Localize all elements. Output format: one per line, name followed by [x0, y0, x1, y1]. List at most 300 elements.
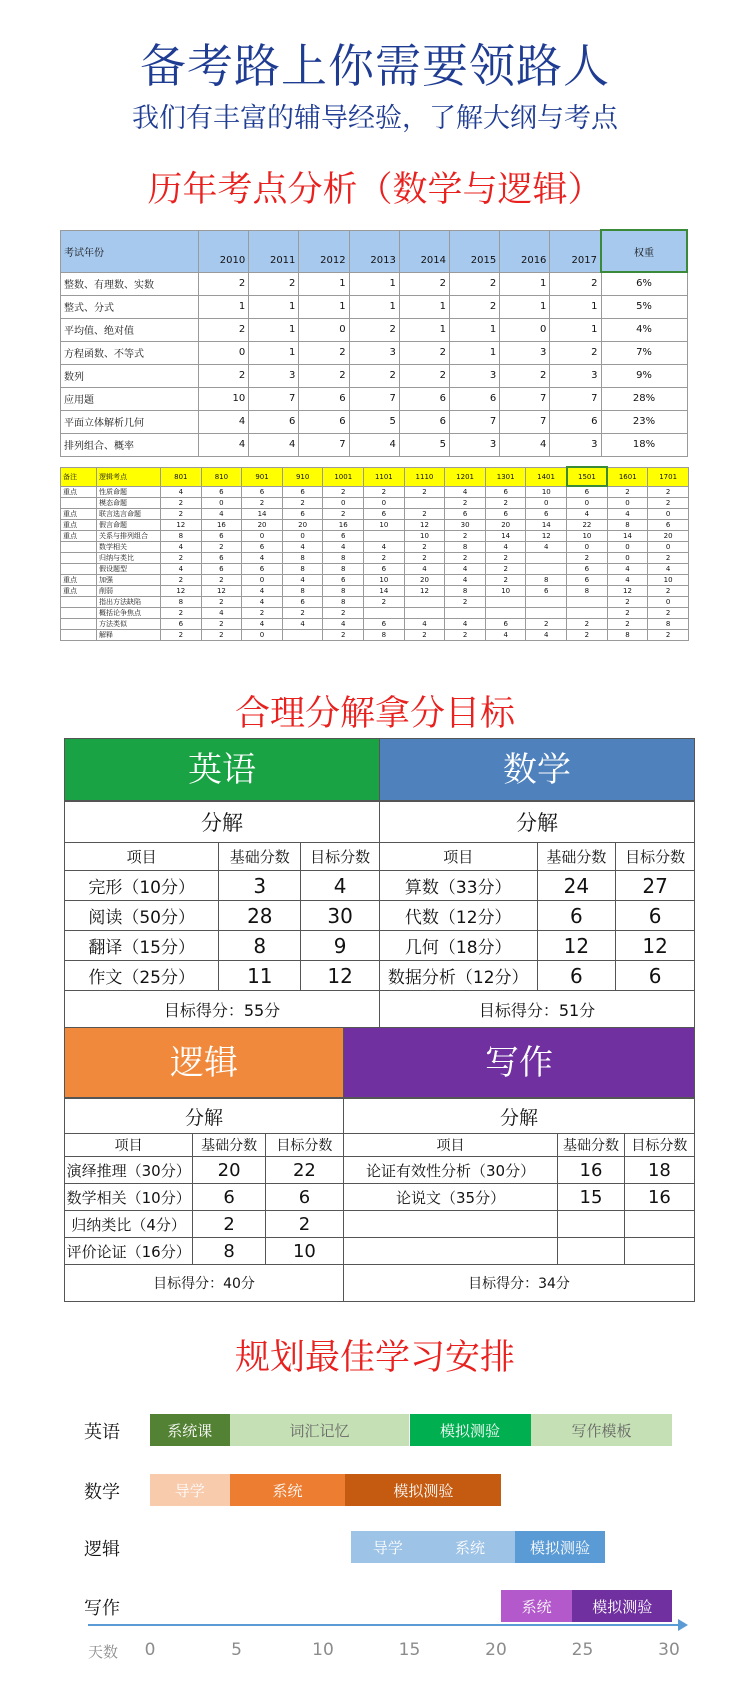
item-cell: 数据分析（12分）	[380, 961, 538, 991]
value-cell: 6	[201, 553, 242, 564]
value-cell: 2	[550, 272, 601, 295]
value-cell: 1	[199, 295, 249, 318]
item-cell: 作文（25分）	[65, 961, 219, 991]
score-row	[344, 1157, 695, 1184]
value-cell	[567, 608, 608, 619]
value-cell	[526, 564, 567, 575]
value-cell: 2	[404, 630, 445, 641]
value-cell: 14	[364, 586, 405, 597]
page-title: 备考路上你需要领路人	[140, 39, 610, 93]
value-cell: 12	[404, 586, 445, 597]
axis-arrow-icon	[678, 1619, 688, 1631]
table-row	[61, 542, 689, 553]
value-cell: 18%	[601, 433, 687, 456]
value-cell: 2	[201, 630, 242, 641]
column-header: 2016	[500, 230, 550, 272]
value-cell: 7	[249, 387, 299, 410]
value-cell: 8	[648, 619, 689, 630]
value-cell: 4	[607, 564, 648, 575]
axis-tick-label: 25	[571, 1640, 594, 1660]
value-cell: 10	[199, 387, 249, 410]
value-cell: 6	[567, 564, 608, 575]
topic-cell: 指出方法缺陷	[97, 597, 161, 608]
value-cell	[485, 608, 526, 619]
value-cell: 4	[242, 619, 283, 630]
column-header: 1110	[404, 467, 445, 486]
value-cell: 20	[485, 520, 526, 531]
value-cell: 6	[364, 564, 405, 575]
value-cell: 6	[242, 542, 283, 553]
target-score: 目标得分：40分	[65, 1265, 344, 1302]
value-cell: 23%	[601, 410, 687, 433]
topic-cell: 方法类似	[97, 619, 161, 630]
value-cell: 2	[161, 509, 202, 520]
value-cell	[364, 531, 405, 542]
value-cell	[404, 608, 445, 619]
value-cell: 6	[567, 486, 608, 498]
value-cell: 30	[445, 520, 486, 531]
value-cell: 8	[445, 542, 486, 553]
value-cell: 12	[526, 531, 567, 542]
value-cell: 8	[282, 564, 323, 575]
column-header: 1101	[364, 467, 405, 486]
value-cell: 7	[299, 433, 349, 456]
score-cell: 9	[301, 931, 380, 961]
item-cell: 阅读（50分）	[65, 901, 219, 931]
breakdown-label: 分解	[65, 1099, 344, 1134]
schedule-bar: 系统	[425, 1531, 515, 1563]
value-cell: 2	[299, 341, 349, 364]
value-cell: 0	[364, 498, 405, 509]
math-panel	[379, 738, 695, 1029]
value-cell: 2	[648, 586, 689, 597]
value-cell: 7	[450, 410, 500, 433]
target-score: 目标得分：34分	[344, 1265, 695, 1302]
value-cell: 2	[485, 553, 526, 564]
table-row	[61, 553, 689, 564]
value-cell: 1	[299, 272, 349, 295]
value-cell: 2	[399, 341, 449, 364]
value-cell: 2	[445, 630, 486, 641]
value-cell: 2	[161, 575, 202, 586]
value-cell: 6	[323, 575, 364, 586]
value-cell: 2	[349, 318, 399, 341]
value-cell: 12	[404, 520, 445, 531]
value-cell	[526, 597, 567, 608]
value-cell: 2	[201, 575, 242, 586]
schedule-bar: 系统课	[150, 1414, 230, 1446]
value-cell: 4	[500, 433, 550, 456]
value-cell: 2	[648, 608, 689, 619]
score-cell: 10	[265, 1238, 343, 1265]
page-subtitle: 我们有丰富的辅导经验，了解大纲与考点	[132, 103, 618, 134]
value-cell: 12	[161, 586, 202, 597]
value-cell: 12	[201, 586, 242, 597]
topic-cell: 平面立体解析几何	[61, 410, 199, 433]
table-row	[61, 272, 688, 295]
value-cell: 4	[242, 586, 283, 597]
score-cell: 15	[558, 1184, 625, 1211]
value-cell: 1	[349, 295, 399, 318]
value-cell: 6	[450, 387, 500, 410]
column-header: 项目	[65, 843, 219, 871]
column-header: 目标分数	[301, 843, 380, 871]
value-cell: 0	[607, 498, 648, 509]
score-cell: 24	[537, 871, 616, 901]
value-cell: 2	[500, 364, 550, 387]
score-cell: 6	[193, 1184, 266, 1211]
value-cell: 6	[201, 486, 242, 498]
value-cell: 2	[201, 542, 242, 553]
value-cell: 3	[500, 341, 550, 364]
column-header: 2010	[199, 230, 249, 272]
value-cell: 2	[323, 608, 364, 619]
math-header: 数学	[379, 738, 695, 801]
column-header: 逻辑考点	[97, 467, 161, 486]
value-cell: 10	[526, 486, 567, 498]
score-row	[65, 1211, 344, 1238]
value-cell: 2	[161, 608, 202, 619]
value-cell: 2	[648, 498, 689, 509]
column-header: 910	[282, 467, 323, 486]
value-cell: 0	[242, 630, 283, 641]
value-cell: 2	[567, 553, 608, 564]
value-cell: 1	[500, 272, 550, 295]
column-header: 基础分数	[219, 843, 301, 871]
value-cell: 2	[364, 486, 405, 498]
value-cell: 2	[364, 597, 405, 608]
row-label: 英语	[84, 1422, 120, 1443]
score-row	[344, 1184, 695, 1211]
value-cell: 1	[349, 272, 399, 295]
topic-cell: 排列组合、概率	[61, 433, 199, 456]
value-cell: 2	[242, 498, 283, 509]
value-cell: 4	[161, 486, 202, 498]
item-cell: 翻译（15分）	[65, 931, 219, 961]
score-row	[380, 871, 695, 901]
section-title-analysis: 历年考点分析（数学与逻辑）	[147, 170, 603, 210]
value-cell: 10	[567, 531, 608, 542]
value-cell: 4	[249, 433, 299, 456]
score-cell: 12	[301, 961, 380, 991]
value-cell: 0	[567, 542, 608, 553]
schedule-bar: 模拟测验	[515, 1531, 605, 1563]
topic-cell: 削弱	[97, 586, 161, 597]
value-cell: 20	[404, 575, 445, 586]
value-cell: 14	[242, 509, 283, 520]
score-row	[65, 901, 380, 931]
value-cell: 4%	[601, 318, 687, 341]
score-cell: 12	[537, 931, 616, 961]
value-cell: 0	[242, 575, 283, 586]
value-cell: 10	[404, 531, 445, 542]
value-cell: 14	[526, 520, 567, 531]
row-label: 写作	[84, 1598, 120, 1619]
value-cell: 6	[242, 486, 283, 498]
value-cell: 2	[349, 364, 399, 387]
score-row	[65, 1184, 344, 1211]
score-cell: 12	[616, 931, 695, 961]
writing-header: 写作	[343, 1027, 695, 1098]
column-header: 1001	[323, 467, 364, 486]
value-cell: 6	[282, 486, 323, 498]
topic-cell: 重点	[61, 509, 97, 520]
table-row	[61, 509, 689, 520]
value-cell: 2	[445, 597, 486, 608]
topic-cell	[61, 542, 97, 553]
value-cell: 3	[550, 364, 601, 387]
value-cell: 8	[364, 630, 405, 641]
score-cell	[624, 1211, 694, 1238]
value-cell: 8	[607, 630, 648, 641]
value-cell: 6	[299, 387, 349, 410]
value-cell: 8	[526, 575, 567, 586]
value-cell: 6	[485, 486, 526, 498]
value-cell: 2	[201, 619, 242, 630]
axis-tick-label: 0	[144, 1640, 156, 1660]
axis-label: 天数	[88, 1643, 119, 1661]
value-cell: 6	[282, 597, 323, 608]
topic-cell: 数学相关	[97, 542, 161, 553]
value-cell: 3	[249, 364, 299, 387]
value-cell: 4	[199, 410, 249, 433]
value-cell: 2	[161, 630, 202, 641]
breakdown-label: 分解	[380, 802, 695, 843]
score-cell: 6	[265, 1184, 343, 1211]
value-cell: 2	[201, 597, 242, 608]
axis-tick-label: 30	[658, 1640, 680, 1660]
value-cell	[485, 597, 526, 608]
topic-cell: 重点	[61, 531, 97, 542]
value-cell: 2	[161, 498, 202, 509]
value-cell: 4	[445, 575, 486, 586]
value-cell: 2	[199, 364, 249, 387]
value-cell: 8	[282, 553, 323, 564]
value-cell: 8	[323, 586, 364, 597]
value-cell: 4	[607, 509, 648, 520]
score-cell: 6	[537, 961, 616, 991]
value-cell: 1	[450, 318, 500, 341]
value-cell: 5	[349, 410, 399, 433]
value-cell: 9%	[601, 364, 687, 387]
item-cell: 代数（12分）	[380, 901, 538, 931]
topic-cell: 重点	[61, 486, 97, 498]
value-cell: 4	[199, 433, 249, 456]
score-cell	[558, 1211, 625, 1238]
value-cell: 2	[404, 542, 445, 553]
value-cell: 2	[607, 619, 648, 630]
value-cell: 0	[201, 498, 242, 509]
topic-cell	[61, 553, 97, 564]
value-cell: 20	[282, 520, 323, 531]
value-cell	[404, 498, 445, 509]
column-header: 2013	[349, 230, 399, 272]
value-cell: 8	[445, 586, 486, 597]
value-cell: 4	[201, 608, 242, 619]
topic-cell: 平均值、绝对值	[61, 318, 199, 341]
column-header: 2015	[450, 230, 500, 272]
score-cell: 6	[537, 901, 616, 931]
topic-cell: 重点	[61, 520, 97, 531]
value-cell: 4	[485, 630, 526, 641]
value-cell: 8	[567, 586, 608, 597]
column-header: 1301	[485, 467, 526, 486]
topic-cell	[61, 630, 97, 641]
breakdown-label: 分解	[65, 802, 380, 843]
value-cell: 14	[607, 531, 648, 542]
math-exam-table	[60, 229, 688, 457]
writing-table	[343, 1098, 695, 1302]
value-cell: 2	[282, 498, 323, 509]
table-row	[61, 410, 688, 433]
topic-cell: 重点	[61, 586, 97, 597]
table-row	[61, 498, 689, 509]
value-cell: 6	[526, 586, 567, 597]
item-cell: 归纳类比（4分）	[65, 1211, 193, 1238]
table-row	[61, 608, 689, 619]
value-cell: 16	[201, 520, 242, 531]
column-header: 1201	[445, 467, 486, 486]
value-cell: 6	[323, 531, 364, 542]
english-table	[64, 801, 380, 1029]
time-axis	[88, 1624, 683, 1626]
topic-cell: 概括论争焦点	[97, 608, 161, 619]
value-cell: 0	[526, 498, 567, 509]
column-header: 项目	[380, 843, 538, 871]
value-cell: 4	[445, 564, 486, 575]
topic-cell: 整式、分式	[61, 295, 199, 318]
row-label: 逻辑	[84, 1539, 120, 1560]
topic-cell: 解释	[97, 630, 161, 641]
value-cell: 1	[299, 295, 349, 318]
value-cell: 6	[299, 410, 349, 433]
value-cell: 0	[299, 318, 349, 341]
topic-cell: 方程函数、不等式	[61, 341, 199, 364]
value-cell: 2	[450, 295, 500, 318]
writing-panel	[343, 1027, 695, 1302]
topic-cell: 联言选言命题	[97, 509, 161, 520]
value-cell: 2	[485, 575, 526, 586]
value-cell: 8	[161, 597, 202, 608]
value-cell: 1	[399, 295, 449, 318]
value-cell: 0	[648, 509, 689, 520]
value-cell: 0	[648, 542, 689, 553]
column-header: 2014	[399, 230, 449, 272]
value-cell: 12	[607, 586, 648, 597]
column-header: 1501	[567, 467, 608, 486]
value-cell: 2	[323, 486, 364, 498]
value-cell: 4	[404, 619, 445, 630]
value-cell: 6	[485, 619, 526, 630]
study-schedule-chart	[0, 1380, 750, 1680]
value-cell: 0	[282, 531, 323, 542]
column-header: 基础分数	[558, 1134, 625, 1157]
value-cell: 8	[282, 586, 323, 597]
value-cell: 12	[161, 520, 202, 531]
value-cell: 8	[161, 531, 202, 542]
score-row	[380, 961, 695, 991]
score-row	[65, 1157, 344, 1184]
value-cell: 10	[364, 575, 405, 586]
value-cell: 4	[526, 542, 567, 553]
value-cell: 14	[485, 531, 526, 542]
schedule-bar: 词汇记忆	[230, 1414, 410, 1446]
value-cell: 0	[607, 542, 648, 553]
schedule-bar: 模拟测验	[572, 1590, 672, 1622]
value-cell: 0	[607, 553, 648, 564]
value-cell: 10	[485, 586, 526, 597]
score-cell	[624, 1238, 694, 1265]
value-cell: 2	[404, 553, 445, 564]
value-cell: 3	[450, 433, 500, 456]
value-cell: 0	[199, 341, 249, 364]
value-cell: 2	[450, 272, 500, 295]
topic-cell: 关系与排列组合	[97, 531, 161, 542]
score-cell: 2	[193, 1211, 266, 1238]
value-cell: 4	[404, 564, 445, 575]
breakdown-label: 分解	[344, 1099, 695, 1134]
item-cell: 评价论证（16分）	[65, 1238, 193, 1265]
table-row	[61, 486, 689, 498]
score-cell	[558, 1238, 625, 1265]
value-cell: 4	[445, 619, 486, 630]
value-cell: 2	[199, 272, 249, 295]
score-cell: 28	[219, 901, 301, 931]
value-cell: 4	[282, 619, 323, 630]
item-cell: 算数（33分）	[380, 871, 538, 901]
score-cell: 8	[193, 1238, 266, 1265]
value-cell: 6%	[601, 272, 687, 295]
value-cell: 4	[161, 542, 202, 553]
item-cell: 论证有效性分析（30分）	[344, 1157, 558, 1184]
column-header: 2017	[550, 230, 601, 272]
value-cell: 2	[648, 553, 689, 564]
item-cell: 数学相关（10分）	[65, 1184, 193, 1211]
value-cell	[526, 608, 567, 619]
value-cell: 10	[364, 520, 405, 531]
value-cell: 28%	[601, 387, 687, 410]
table-row	[61, 531, 689, 542]
column-header: 2011	[249, 230, 299, 272]
value-cell: 2	[485, 498, 526, 509]
value-cell: 20	[648, 531, 689, 542]
schedule-bar: 系统	[501, 1590, 572, 1622]
value-cell: 6	[399, 387, 449, 410]
column-header: 考试年份	[61, 230, 199, 272]
value-cell: 6	[648, 520, 689, 531]
value-cell: 4	[445, 486, 486, 498]
value-cell: 2	[607, 486, 648, 498]
score-row	[65, 931, 380, 961]
score-cell: 18	[624, 1157, 694, 1184]
item-cell	[344, 1238, 558, 1265]
value-cell	[404, 597, 445, 608]
score-row	[380, 901, 695, 931]
score-cell: 16	[624, 1184, 694, 1211]
target-score: 目标得分：51分	[380, 991, 695, 1029]
score-cell: 22	[265, 1157, 343, 1184]
topic-cell: 整数、有理数、实数	[61, 272, 199, 295]
score-row	[344, 1238, 695, 1265]
value-cell: 3	[550, 433, 601, 456]
score-row	[65, 1238, 344, 1265]
value-cell: 2	[607, 597, 648, 608]
topic-cell	[61, 597, 97, 608]
axis-tick-label: 20	[485, 1640, 507, 1660]
value-cell: 4	[282, 542, 323, 553]
value-cell: 6	[567, 575, 608, 586]
target-score: 目标得分：55分	[65, 991, 380, 1029]
